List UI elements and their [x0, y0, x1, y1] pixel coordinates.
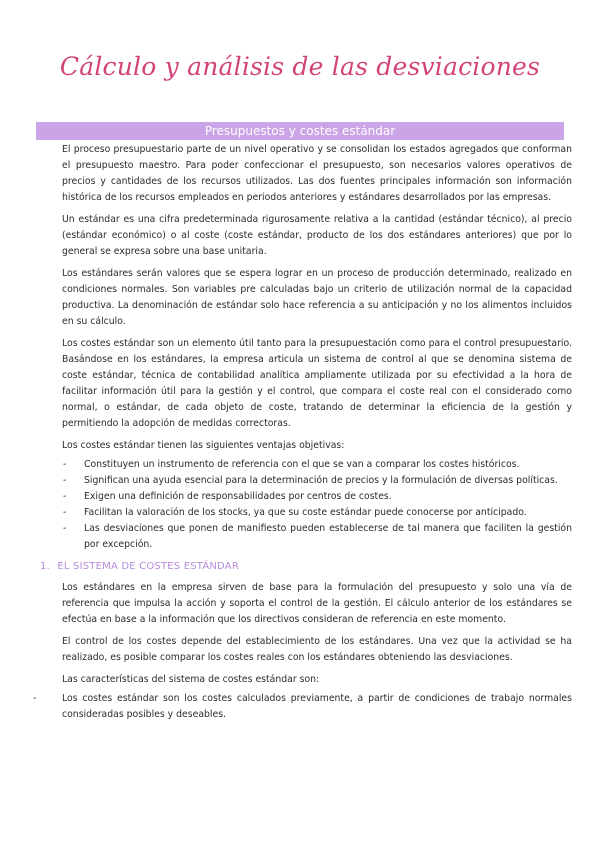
list-item-text: Exigen una definición de responsabilidades por centros de costes. [84, 491, 392, 502]
list-dash: - [33, 693, 37, 704]
paragraph: Los estándares serán valores que se espera lograr en un proceso de producción determinado, realizado en condiciones normales. Son variables pre calculadas bajo un criterio de utilización normal de la capacidad productiva. La denominación de estándar solo hace referencia a su anticipación y no los alimentos incluidos en su cálculo. [62, 268, 572, 327]
section-bar-label: Presupuestos y costes estándar [204, 124, 396, 138]
paragraph: Las características del sistema de costes estándar son: [62, 674, 320, 685]
document-body [33, 142, 572, 723]
list-item [62, 473, 572, 489]
list-item-text: Los costes estándar son los costes calculados previamente, a partir de condiciones de trabajo normales consideradas posibles y deseables. [62, 693, 572, 720]
paragraph: El proceso presupuestario parte de un nivel operativo y se consolidan los estados agregados que conforman el presupuesto maestro. Para poder confeccionar el presupuesto, son necesarios valores operativos de precios y cantidades de los recursos utilizados. Las dos fuentes principales información son información histórica de los recursos empleados en periodos anteriores y estándares desarrollados por las empresas. [62, 144, 572, 203]
paragraph: Un estándar es una cifra predeterminada rigurosamente relativa a la cantidad (estándar técnico), al precio (estándar económico) o al coste (coste estándar, producto de los dos estándares anteriores) que por lo general se expresa sobre una base unitaria. [62, 214, 572, 257]
list-dash: - [63, 523, 67, 534]
list-item-text: Las desviaciones que ponen de manifiesto pueden establecerse de tal manera que faciliten la gestión por excepción. [84, 523, 572, 550]
list-item-text: Facilitan la valoración de los stocks, ya que su coste estándar puede conocerse por anticipado. [84, 507, 527, 518]
list-item [62, 457, 572, 473]
section-heading-text: EL SISTEMA DE COSTES ESTÁNDAR [57, 561, 239, 572]
section-bar [36, 122, 564, 140]
list-item [62, 505, 572, 521]
list-item [33, 691, 572, 723]
list-dash: - [63, 475, 67, 486]
characteristics-list [33, 691, 572, 723]
paragraph: Los costes estándar son un elemento útil tanto para la presupuestación como para el control presupuestario. Basándose en los estándares, la empresa articula un sistema de control al que se denomina sistema de coste estándar, técnica de contabilidad analítica ampliamente utilizada por su efectividad a la hora de facilitar información útil para la gestión y el control, que compara el coste real con el considerado como normal, o estándar, de cada objeto de coste, tratando de determinar la eficiencia de la gestión y permitiendo la adopción de medidas correctoras. [62, 338, 572, 429]
paragraph: Los estándares en la empresa sirven de base para la formulación del presupuesto y solo una vía de referencia que impulsa la acción y soporta el control de la gestión. El cálculo anterior de los estándares se efectúa en base a la información que los directivos consideran de referencia en este momento. [62, 582, 572, 625]
advantages-list [62, 457, 572, 553]
paragraph: Los costes estándar tienen las siguientes ventajas objetivas: [62, 440, 345, 451]
list-dash: - [63, 491, 67, 502]
page-title: Cálculo y análisis de las desviaciones [59, 52, 541, 81]
list-item [62, 521, 572, 553]
section-heading-number: 1. [40, 561, 50, 572]
list-dash: - [63, 459, 67, 470]
section-heading [40, 559, 572, 575]
list-dash: - [63, 507, 67, 518]
list-item-text: Constituyen un instrumento de referencia con el que se van a comparar los costes históricos. [84, 459, 520, 470]
paragraph: El control de los costes depende del establecimiento de los estándares. Una vez que la actividad se ha realizado, es posible comparar los costes reales con los estándares obteniendo las desviaciones. [62, 636, 572, 663]
list-item [62, 489, 572, 505]
list-item-text: Significan una ayuda esencial para la determinación de precios y la formulación de diversas políticas. [84, 475, 558, 486]
